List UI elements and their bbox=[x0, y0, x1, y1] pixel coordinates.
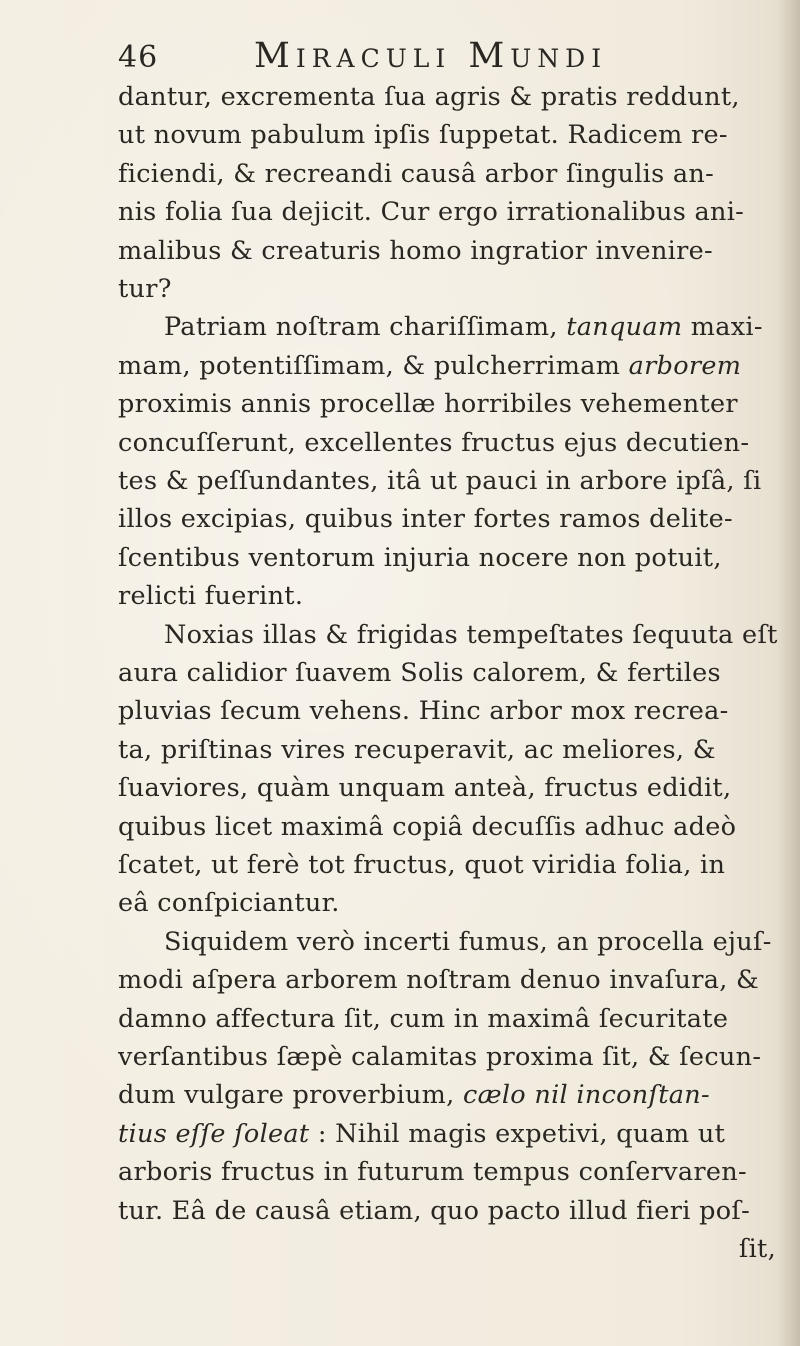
text-line bbox=[118, 502, 733, 536]
line-text: eâ conſpiciantur. bbox=[118, 888, 340, 919]
line-text: Patriam noſtram chariſſimam, bbox=[164, 312, 567, 343]
line-text: ſuaviores, quàm unquam anteà, fructus edidit, bbox=[118, 773, 732, 804]
text-line bbox=[118, 886, 340, 920]
line-text: ficiendi, & recreandi causâ arbor ſingulis an- bbox=[118, 158, 715, 189]
text-line bbox=[118, 1002, 728, 1036]
line-text: modi aſpera arborem noſtram denuo invaſura, & bbox=[118, 965, 760, 996]
text-line bbox=[118, 963, 759, 997]
line-text: tur? bbox=[118, 274, 172, 304]
line-text: nis folia ſua dejicit. Cur ergo irrationalibus ani- bbox=[118, 197, 745, 228]
line-text: pluvias ſecum vehens. Hinc arbor mox recrea- bbox=[118, 696, 729, 727]
line-text: dantur, excrementa ſua agris & pratis reddunt, bbox=[118, 82, 740, 112]
page-number: 46 bbox=[118, 40, 159, 75]
line-text: quibus licet maximâ copiâ decuſſis adhuc adeò bbox=[118, 811, 737, 842]
text-line bbox=[118, 1194, 750, 1228]
line-text: illos excipias, quibus inter fortes ramos delite- bbox=[118, 504, 733, 535]
italic-phrase: tanquam bbox=[566, 312, 683, 343]
text-line bbox=[118, 1040, 761, 1074]
line-text: verſantibus ſæpè calamitas proxima ſit, & ſecun- bbox=[118, 1042, 762, 1072]
page-edge-shadow bbox=[778, 0, 800, 1346]
text-line bbox=[118, 426, 749, 460]
italic-phrase: cælo nil inconſtan- bbox=[462, 1080, 710, 1111]
text-line bbox=[164, 310, 763, 344]
text-line bbox=[118, 848, 725, 882]
text-line bbox=[118, 387, 738, 421]
line-text: aura calidior ſuavem Solis calorem, & fertiles bbox=[118, 658, 721, 688]
line-text: Noxias illas & frigidas tempeſtates ſequuta eſt bbox=[164, 619, 778, 650]
line-text: arboris fructus in futurum tempus conſervaren- bbox=[118, 1157, 747, 1188]
line-text: tur. Eâ de causâ etiam, quo pacto illud fieri poſ- bbox=[118, 1195, 751, 1226]
text-line bbox=[118, 157, 714, 191]
text-line bbox=[164, 925, 772, 959]
line-text: ut novum pabulum ipſis ſuppetat. Radicem re- bbox=[118, 120, 728, 151]
line-text-continued: maxi- bbox=[682, 312, 763, 343]
line-text: malibus & creaturis homo ingratior invenire- bbox=[118, 235, 713, 266]
line-text: Siquidem verò incerti fumus, an procella ejuſ- bbox=[164, 926, 772, 957]
line-text: tes & peſſundantes, itâ ut pauci in arbore ipſâ, ſi bbox=[118, 466, 762, 496]
line-text: ta, priſtinas vires recuperavit, ac meliores, & bbox=[118, 734, 716, 765]
page-header bbox=[118, 28, 678, 78]
text-line bbox=[118, 1155, 747, 1189]
text-line bbox=[118, 579, 303, 613]
text-line bbox=[118, 694, 729, 728]
text-line bbox=[118, 541, 722, 575]
italic-phrase: tius eſſe ſoleat bbox=[118, 1118, 310, 1149]
text-line bbox=[118, 272, 172, 306]
line-text: damno affectura ſit, cum in maximâ ſecuritate bbox=[118, 1003, 729, 1034]
text-line bbox=[118, 234, 713, 268]
text-line bbox=[118, 656, 721, 690]
text-line bbox=[118, 1117, 725, 1151]
italic-phrase: arborem bbox=[628, 350, 742, 381]
text-line bbox=[118, 464, 761, 498]
line-text: ſcentibus ventorum injuria nocere non potuit, bbox=[118, 542, 722, 573]
text-line bbox=[118, 80, 740, 114]
line-text: concuſſerunt, excellentes fructus ejus decutien- bbox=[118, 427, 750, 458]
text-line bbox=[118, 771, 731, 805]
text-line bbox=[164, 618, 778, 652]
line-text: dum vulgare proverbium, bbox=[118, 1080, 463, 1111]
line-text: ſit, bbox=[738, 1234, 776, 1264]
text-line bbox=[118, 1078, 710, 1112]
line-text: ſcatet, ut ferè tot fructus, quot viridia folia, in bbox=[118, 850, 726, 880]
line-text-continued: : Nihil magis expetivi, quam ut bbox=[309, 1118, 726, 1149]
text-line bbox=[118, 349, 741, 383]
text-line bbox=[739, 1232, 776, 1266]
text-line bbox=[118, 118, 728, 152]
text-line bbox=[118, 810, 736, 844]
line-text: mam, potentiſſimam, & pulcherrimam bbox=[118, 350, 629, 381]
line-text: proximis annis procellæ horribiles vehementer bbox=[118, 389, 738, 420]
running-title: Miraculi Mundi bbox=[254, 36, 608, 76]
line-text: relicti fuerint. bbox=[118, 581, 304, 612]
text-line bbox=[118, 733, 716, 767]
text-line bbox=[118, 195, 744, 229]
